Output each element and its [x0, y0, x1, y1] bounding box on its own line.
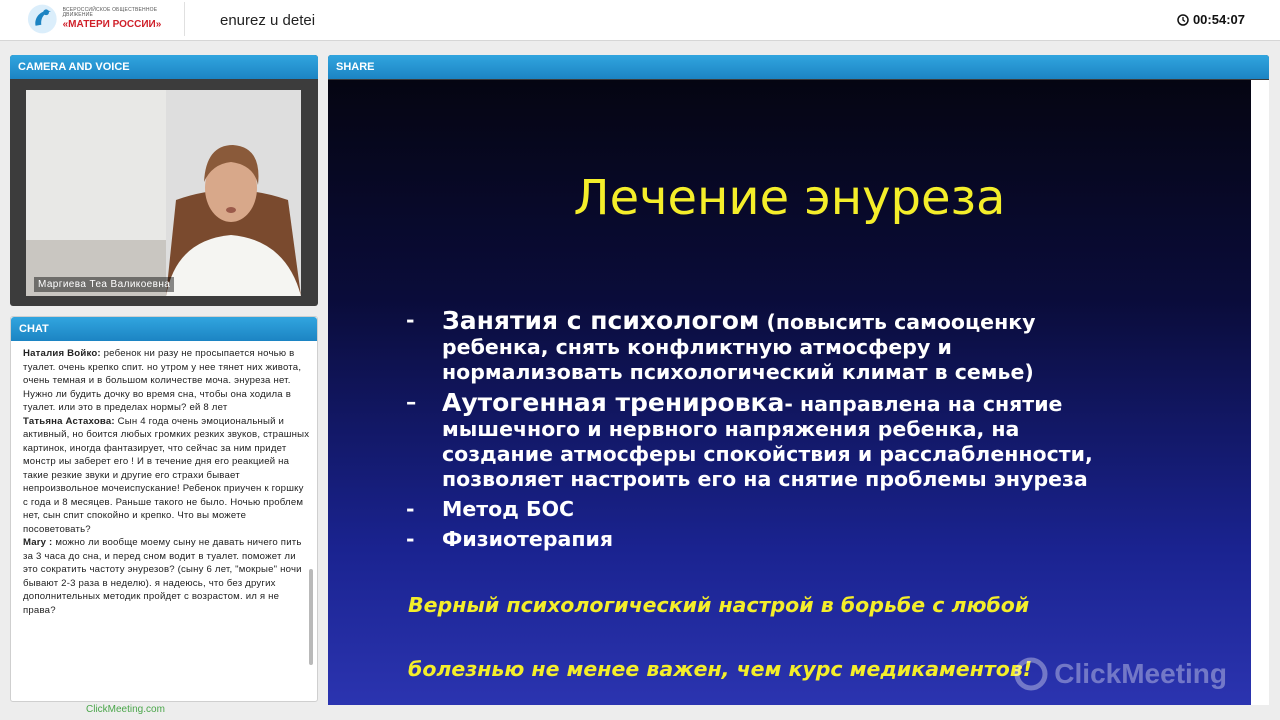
timer-value: 00:54:07: [1192, 12, 1245, 27]
clickmeeting-watermark: [1014, 657, 1227, 691]
chat-scrollbar[interactable]: [309, 569, 313, 665]
session-timer: [1177, 12, 1245, 27]
bullet-lead: Занятия с психологом: [442, 306, 760, 335]
slide-bullet: [406, 497, 1246, 522]
meeting-title: enurez u detei: [220, 12, 316, 29]
slide-note-line-2: болезнью не менее важен, чем курс медикаментов!: [408, 657, 1033, 681]
clock-icon: [1177, 14, 1189, 26]
bullet-lead: Аутогенная тренировка: [442, 388, 785, 417]
chat-message: [23, 415, 311, 537]
chat-author: Наталия Войко:: [23, 348, 101, 359]
share-panel-header: SHARE: [328, 55, 1269, 79]
chat-author: Татьяна Астахова:: [23, 415, 115, 427]
bullet-line: создание атмосферы спокойствия и расслабленности,: [442, 442, 1093, 466]
bullet-line: нормализовать психологический климат в семье): [442, 360, 1034, 384]
slide-bullet: [406, 527, 1246, 552]
presenter-video[interactable]: [26, 90, 301, 296]
slide-bullet: [406, 390, 1246, 492]
chat-message: [23, 536, 311, 617]
presentation-slide: [328, 80, 1251, 705]
chat-author: Mary :: [23, 537, 53, 548]
camera-panel: [10, 55, 318, 306]
bullet-dash: –: [406, 390, 417, 414]
footer-link[interactable]: ClickMeeting.com: [86, 704, 165, 715]
bullet-dash: -: [406, 497, 415, 521]
chat-text: Сын 4 года очень эмоциональный и активный, но боится любых громких резких звуков, страшных картинок, иногда фантазирует, что сейчас за ним придет монстр иы заберет его ! И в течение дня его реакцией на такие резкие звуки и другие его страхи бывает непроизвольное мочеиспускание! Ребенок приучен к горшку с года и 8 месяцев. Раньше такого не было. Ночью проблем нет, сын спит спокойно и крепко. Что вы можете посоветовать?: [23, 415, 310, 535]
camera-panel-header: CAMERA AND VOICE: [10, 55, 318, 79]
slide-note-line-1: Верный психологический настрой в борьбе с любой: [408, 593, 1030, 617]
chat-panel-header: CHAT: [11, 317, 317, 341]
presenter-name: Маргиева Теа Валикоевна: [34, 277, 174, 292]
bullet-line: мышечного и нервного напряжения ребенка, на: [442, 417, 1020, 441]
chat-text: можно ли вообще моему сыну не давать ничего пить за 3 часа до сна, и перед сном водит в туалет. поможет ли это сократить частоту энурезов? (сыну 6 лет, "мокрые" ночи бывают 2-3 раза в неделю). я надеюсь, что без других дополнительных методик пройдет с возрастом. ил я не права?: [23, 537, 302, 616]
clickmeeting-logo-icon: [1014, 657, 1048, 691]
logo-subtitle: ВСЕРОССИЙСКОЕ ОБЩЕСТВЕННОЕ ДВИЖЕНИЕ: [62, 7, 158, 18]
slide-title: Лечение энуреза: [573, 170, 1006, 226]
slide-scroll-strip: [1251, 80, 1269, 705]
bullet-line: позволяет настроить его на снятие проблемы энуреза: [442, 467, 1088, 491]
share-panel: [328, 55, 1269, 705]
bullet-dash: -: [406, 308, 415, 332]
slide-bullet: [406, 308, 1246, 385]
chat-message: [23, 347, 311, 415]
logo-mark-icon: [26, 2, 59, 36]
chat-panel: [10, 316, 318, 702]
bullet-line: Физиотерапия: [442, 527, 614, 551]
logo-name: «МАТЕРИ РОССИИ»: [62, 19, 162, 30]
watermark-text: ClickMeeting: [1054, 658, 1227, 689]
bullet-dash: -: [406, 527, 415, 551]
bullet-line: (повысить самооценку: [766, 310, 1036, 334]
bullet-line: ребенка, снять конфликтную атмосферу и: [442, 335, 952, 359]
organization-logo[interactable]: [22, 2, 185, 36]
slide-bullet-list: [406, 308, 1246, 557]
bullet-line: Метод БОС: [442, 497, 575, 521]
presenter-video-image: [26, 90, 301, 296]
chat-text: ребенок ни разу не просыпается ночью в туалет. очень крепко спит. но утром у нее тянет них живота, очень темная и в большом количестве моча. энуреза нет. Нужно ли будить дочку во время сна, чтобы она ходила в туалет. или это в пределах нормы? ей 8 лет: [23, 348, 302, 413]
top-bar: [0, 0, 1280, 41]
chat-message-list[interactable]: [23, 347, 311, 693]
bullet-line: - направлена на снятие: [784, 392, 1063, 416]
